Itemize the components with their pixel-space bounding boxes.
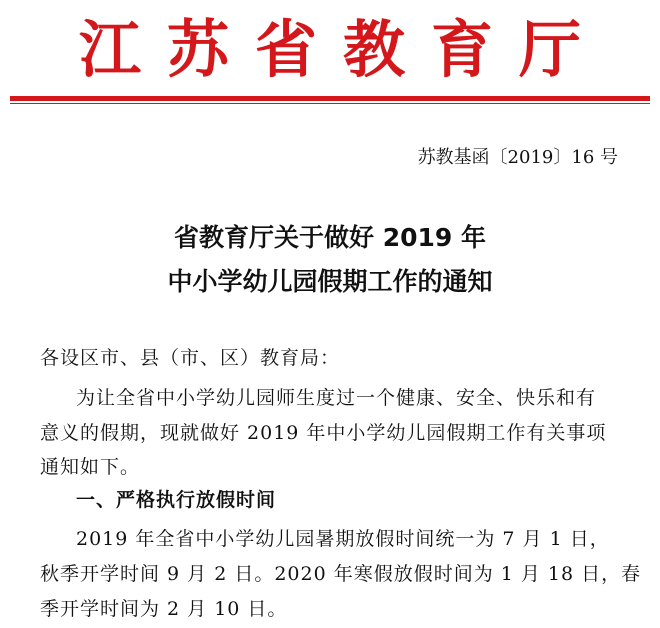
issuing-authority-title: 江苏省教育厅 bbox=[78, 13, 607, 86]
document-number: 苏教基函〔2019〕16 号 bbox=[417, 147, 618, 168]
section-1-line-1: 2019 年全省中小学幼儿园暑期放假时间统一为 7 月 1 日， bbox=[76, 528, 610, 550]
intro-line-1: 为让全省中小学幼儿园师生度过一个健康、安全、快乐和有 bbox=[76, 387, 597, 409]
intro-line-3: 通知如下。 bbox=[40, 456, 141, 478]
addressee: 各设区市、县（市、区）教育局： bbox=[40, 347, 341, 369]
section-1-line-3: 季开学时间为 2 月 10 日。 bbox=[40, 598, 288, 620]
section-1-heading: 一、严格执行放假时间 bbox=[76, 489, 277, 511]
document-title-line-1: 省教育厅关于做好 2019 年 bbox=[174, 223, 486, 252]
header-divider-thin bbox=[10, 103, 650, 104]
header-divider-thick bbox=[10, 96, 650, 101]
document-title-line-2: 中小学幼儿园假期工作的通知 bbox=[167, 267, 493, 296]
section-1-line-2: 秋季开学时间 9 月 2 日。2020 年寒假放假时间为 1 月 18 日，春 bbox=[40, 563, 642, 585]
intro-line-2: 意义的假期，现就做好 2019 年中小学幼儿园假期工作有关事项 bbox=[40, 422, 607, 444]
